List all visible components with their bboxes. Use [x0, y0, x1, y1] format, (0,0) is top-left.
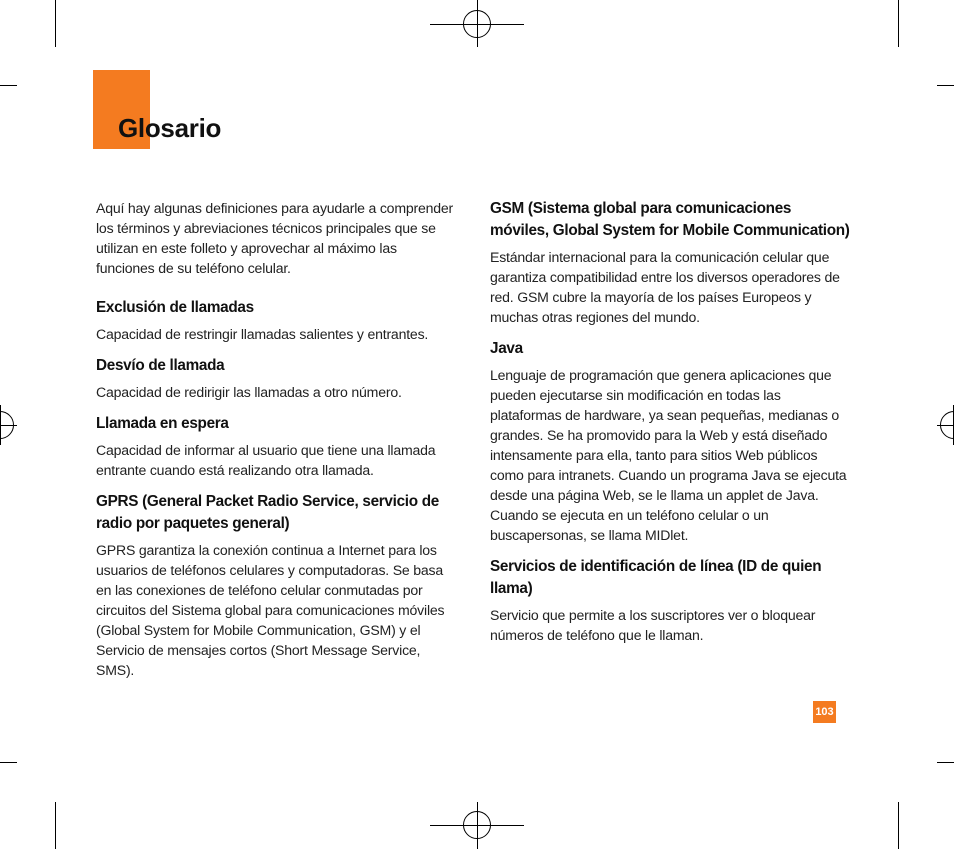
- glossary-entry: [490, 338, 850, 545]
- glossary-definition: Estándar internacional para la comunicación celular que garantiza compatibilidad entre los diversos operadores de red. GSM cubre la mayoría de los países Europeos y muchas otras regiones del mundo.: [490, 249, 840, 325]
- glossary-term: Servicios de identificación de línea (ID de quien llama): [490, 558, 822, 597]
- glossary-term: Desvío de llamada: [96, 357, 225, 374]
- glossary-definition: GPRS garantiza la conexión continua a Internet para los usuarios de teléfonos celulares y computadoras. Se basa en las conexiones de teléfono celular conmutadas por circuitos del Sistema global para comunicaciones móviles (Global System for Mobile Communication, GSM) y el Servicio de mensajes cortos (Short Message Service, SMS).: [96, 542, 445, 678]
- crop-mark-top-right-v: [898, 0, 899, 47]
- glossary-entry: [96, 355, 456, 402]
- intro-paragraph: Aquí hay algunas definiciones para ayudarle a comprender los términos y abreviaciones técnicos principales que se utilizan en este folleto y aprovechar al máximo las funciones de su teléfono celular.: [96, 200, 454, 276]
- glossary-term: Llamada en espera: [96, 415, 229, 432]
- glossary-entry: [490, 198, 850, 327]
- glossary-term: GPRS (General Packet Radio Service, servicio de radio por paquetes general): [96, 493, 439, 532]
- crop-mark-bottom-left-v: [55, 802, 56, 849]
- page-number-badge: 103: [813, 701, 836, 723]
- glossary-definition: Capacidad de informar al usuario que tiene una llamada entrante cuando está realizando otra llamada.: [96, 442, 436, 478]
- glossary-definition: Capacidad de restringir llamadas salientes y entrantes.: [96, 326, 429, 342]
- glossary-term: Exclusión de llamadas: [96, 299, 254, 316]
- glossary-definition: Lenguaje de programación que genera aplicaciones que pueden ejecutarse sin modificación en todas las plataformas de hardware, ya sean pequeñas, medianas o grandes. Se ha promovido para la Web y está diseñado intensamente para ella, tanto para sitios Web públicos como para intranets. Cuando un programa Java se ejecuta desde una página Web, se le llama un applet de Java. Cuando se ejecuta en un teléfono celular o un buscapersonas, se llama MIDlet.: [490, 367, 847, 543]
- glossary-entry: [96, 491, 456, 680]
- crop-mark-bottom-right-h: [937, 762, 954, 763]
- glossary-entry: [490, 556, 850, 645]
- crop-mark-bottom-left-h: [0, 762, 17, 763]
- glossary-term: GSM (Sistema global para comunicaciones móviles, Global System for Mobile Communication): [490, 200, 850, 239]
- crop-mark-top-right-h: [937, 85, 954, 86]
- page-title: Glosario: [118, 113, 222, 143]
- glossary-definition: Servicio que permite a los suscriptores ver o bloquear números de teléfono que le llaman.: [490, 607, 816, 643]
- glossary-entry: [96, 413, 456, 480]
- glossary-column-right: [490, 198, 850, 645]
- crop-mark-top-left-v: [55, 0, 56, 47]
- glossary-column-left: [96, 198, 456, 680]
- glossary-term: Java: [490, 340, 523, 357]
- crop-mark-bottom-right-v: [898, 802, 899, 849]
- glossary-entry: [96, 297, 456, 344]
- crop-mark-top-left-h: [0, 85, 17, 86]
- glossary-definition: Capacidad de redirigir las llamadas a otro número.: [96, 384, 402, 400]
